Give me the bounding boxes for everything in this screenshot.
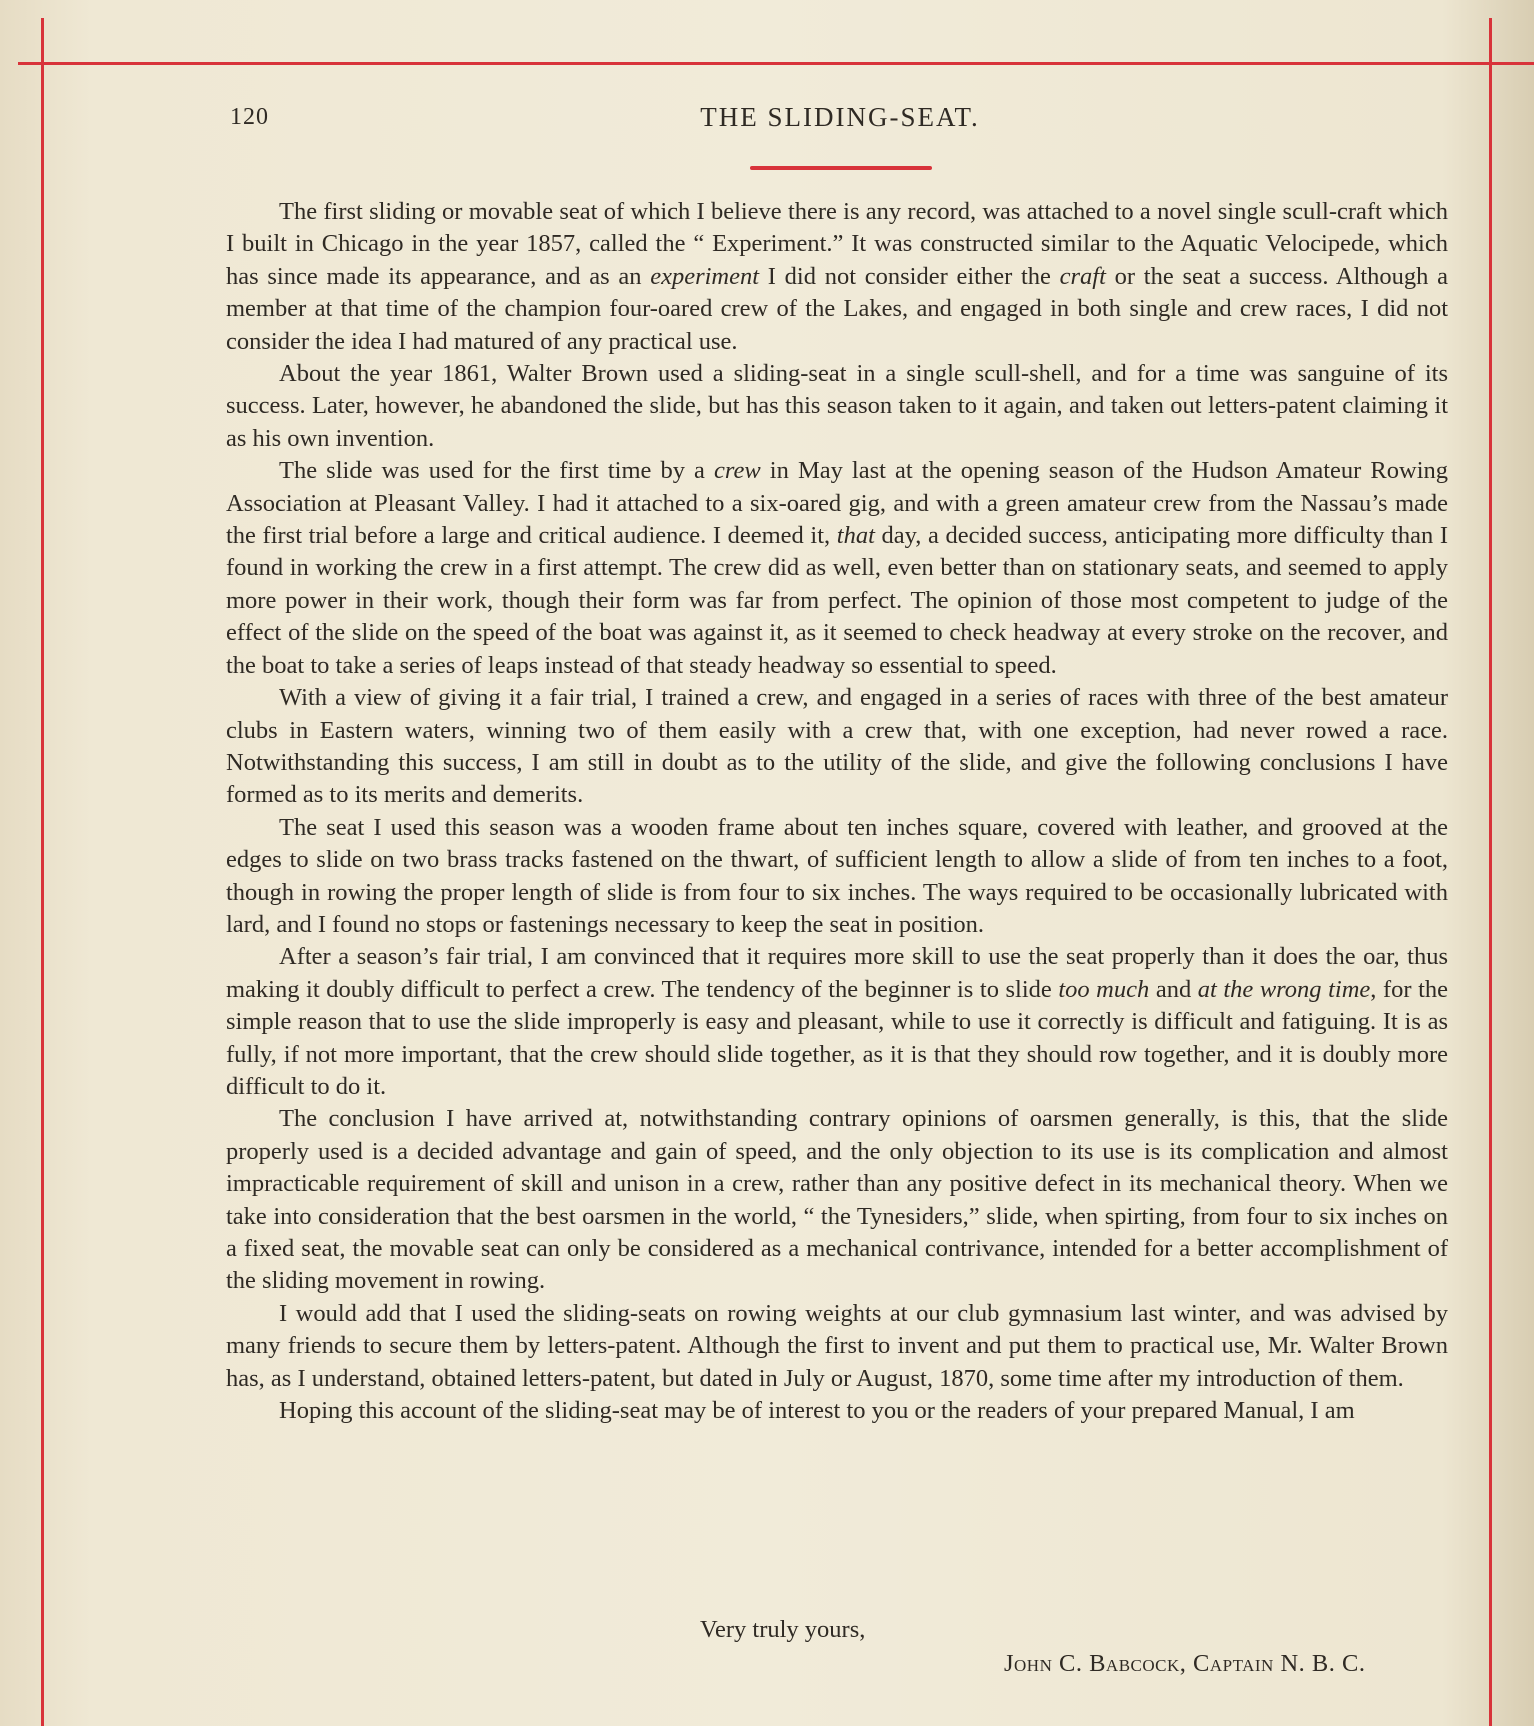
text-run: About the year 1861, Walter Brown used a sliding-seat in a single scull-shell, and for a time was sanguine of its success. Later, however, he abandoned the slide, but has this season taken to it again, and taken out letters-patent claiming it as his own invention. <box>226 360 1448 452</box>
title-ornament-rule <box>750 166 932 170</box>
page-number: 120 <box>230 104 269 130</box>
paragraph <box>226 1395 1448 1427</box>
text-run: Hoping this account of the sliding-seat may be of interest to you or the readers of your prepared Manual, I am <box>279 1397 1355 1425</box>
paragraph <box>226 358 1448 455</box>
top-border-rule <box>18 62 1534 65</box>
paragraph <box>226 1103 1448 1297</box>
signature <box>1004 1650 1365 1678</box>
text-run: The slide was used for the first time by a <box>279 457 715 485</box>
text-run: The conclusion I have arrived at, notwithstanding contrary opinions of oarsmen generally, is this, that the slide properly used is a decided advantage and gain of speed, and the only objection to its use is its complication and almost impracticable requirement of skill and unison in a crew, rather than any positive defect in its mechanical theory. When we take into consideration that the best oarsmen in the world, “ the Tynesiders,” slide, when spirting, from four to six inches on a fixed seat, the movable seat can only be considered as a mechanical contrivance, intended for a better accomplishment of the sliding movement in rowing. <box>226 1105 1448 1295</box>
paragraph <box>226 682 1448 812</box>
letter-body <box>226 196 1448 1427</box>
italic-text: experiment <box>650 262 760 290</box>
paragraph <box>226 455 1448 682</box>
italic-text: that <box>836 522 875 550</box>
text-run: , for the simple reason that to use the slide improperly is easy and pleasant, while to use it correctly is difficult and fatiguing. It is as fully, if not more important, that the crew should slide together, as it is that they should row together, and it is doubly more difficult to do it. <box>226 975 1449 1100</box>
text-run: With a view of giving it a fair trial, I trained a crew, and engaged in a series of races with three of the best amateur clubs in Eastern waters, winning two of them easily with a crew that, with one exception, had never rowed a race. Notwithstanding this success, I am still in doubt as to the utility of the slide, and give the following conclusions I have formed as to its merits and demerits. <box>226 684 1448 809</box>
text-run: in May last at the opening season of the Hudson Amateur Rowing Association at Pleasant Valley. I had it attached to a six-oared gig, and with a green amateur crew from the Nassau’s made the first trial before a large and critical audience. I deemed it, <box>226 457 1448 550</box>
text-run: and <box>1149 975 1198 1003</box>
text-run: After a season’s fair trial, I am convinced that it requires more skill to use the seat properly than it does the oar, thus making it doubly difficult to perfect a crew. The tendency of the beginner is to slide <box>226 943 1448 1003</box>
paragraph <box>226 812 1448 942</box>
closing-salutation: Very truly yours, <box>700 1616 866 1643</box>
text-run: I did not consider either the <box>759 262 1060 290</box>
italic-text: at the wrong time <box>1197 975 1371 1003</box>
signature-text: John C. Babcock, Captain N. B. C. <box>1004 1650 1366 1677</box>
paragraph <box>226 1298 1448 1395</box>
italic-text: too much <box>1058 975 1150 1003</box>
paragraph <box>226 941 1448 1103</box>
italic-text: craft <box>1059 262 1106 290</box>
page-title: THE SLIDING-SEAT. <box>700 102 980 132</box>
right-border-rule <box>1489 18 1492 1726</box>
text-run: The seat I used this season was a wooden frame about ten inches square, covered with leather, and grooved at the edges to slide on two brass tracks fastened on the thwart, of sufficient length to allow a slide of from ten inches to a foot, though in rowing the proper length of slide is from four to six inches. The ways required to be occasionally lubricated with lard, and I found no stops or fastenings necessary to keep the seat in position. <box>226 813 1448 938</box>
text-run: day, a decided success, anticipating more difficulty than I found in working the crew in a first attempt. The crew did as well, even better than on stationary seats, and seemed to apply more power in their work, though their form was far from perfect. The opinion of those most competent to judge of the effect of the slide on the speed of the boat was against it, as it seemed to check headway at every stroke on the recover, and the boat to take a series of leaps instead of that steady headway so essential to speed. <box>226 522 1448 679</box>
text-run: or the seat a success. Although a member at that time of the champion four-oared crew of the Lakes, and engaged in both single and crew races, I did not consider the idea I had matured of any practical use. <box>226 262 1449 355</box>
paragraph <box>226 196 1448 358</box>
text-run: I would add that I used the sliding-seats on rowing weights at our club gymnasium last winter, and was advised by many friends to secure them by letters-patent. Although the first to invent and put them to practical use, Mr. Walter Brown has, as I understand, obtained letters-patent, but dated in July or August, 1870, some time after my introduction of them. <box>226 1299 1448 1392</box>
text-run: The first sliding or movable seat of which I believe there is any record, was attached to a novel single scull-craft which I built in Chicago in the year 1857, called the “ Experiment.” It was constructed similar to the Aquatic Velocipede, which has since made its appearance, and as an <box>226 198 1448 290</box>
left-border-rule <box>41 18 44 1726</box>
italic-text: crew <box>714 457 761 485</box>
running-head <box>230 102 1450 142</box>
